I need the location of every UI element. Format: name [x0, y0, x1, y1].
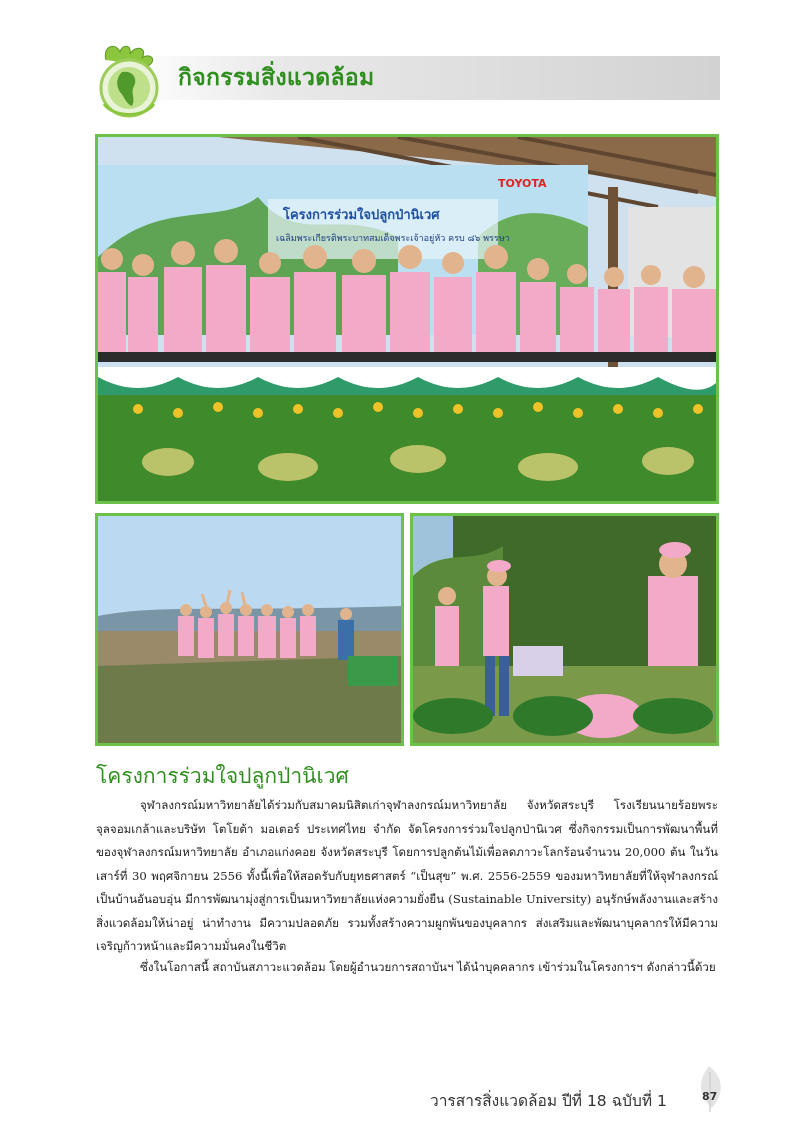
article-heading: โครงการร่วมใจปลูกป่านิเวศ	[96, 764, 349, 788]
ceremony-photo	[95, 134, 719, 504]
banner-line-2: เฉลิมพระเกียรติพระบาทสมเด็จพระเจ้าอยู่หัว ครบ ๘๖ พรรษา	[276, 234, 510, 244]
leaf-watermark-icon	[682, 1062, 736, 1114]
footer-journal-title: วารสารสิ่งแวดล้อม ปีที่ 18 ฉบับที่ 1	[430, 1092, 667, 1110]
group-planting-photo	[95, 513, 404, 746]
article-paragraph-1: จุฬาลงกรณ์มหาวิทยาลัยได้ร่วมกับสมาคมนิสิตเก่าจุฬาลงกรณ์มหาวิทยาลัย จังหวัดสระบุรี โรงเรียนนายร้อยพระจุลจอมเกล้าและบริษัท โตโยต้า มอเตอร์ ประเทศไทย จำกัด จัดโครงการร่วมใจปลูกป่านิเวศ ซึ่งกิจกรรมเป็นการพัฒนาพื้นที่ของจุฬาลงกรณ์มหาวิทยาลัย อำเภอแก่งคอย จังหวัดสระบุรี โดยการปลูกต้นไม้เพื่อลดภาวะโลกร้อนจำนวน 20,000 ต้น ในวันเสาร์ที่ 30 พฤศจิกายน 2556 ทั้งนี้เพื่อให้สอดรับกับยุทธศาสตร์ “เป็นสุข” พ.ศ. 2556-2559 ของมหาวิทยาลัยที่ให้จุฬาลงกรณ์เป็นบ้านอันอบอุ่น มีการพัฒนามุ่งสู่การเป็นมหาวิทยาลัยแห่งความยั่งยืน (Sustainable University) อนุรักษ์พลังงานและสร้างสิ่งแวดล้อมให้น่าอยู่ น่าทำงาน มีความปลอดภัย รวมทั้งสร้างความผูกพันของบุคลากร ส่งเสริมและพัฒนาบุคลากรให้มีความเจริญก้าวหน้าและมีความมั่นคงในชีวิต	[96, 798, 718, 953]
section-title: กิจกรรมสิ่งแวดล้อม	[178, 65, 375, 91]
tree-planting-photo	[410, 513, 719, 746]
page-number: 87	[702, 1090, 718, 1103]
banner-line-1: โครงการร่วมใจปลูกป่านิเวศ	[283, 208, 440, 223]
article-paragraph-2: ซึ่งในโอกาสนี้ สถาบันสภาวะแวดล้อม โดยผู้อำนวยการสถาบันฯ ได้นำบุคคลากร เข้าร่วมในโครงการฯ ดังกล่าวนี้ด้วย	[140, 960, 716, 974]
globe-leaf-logo-icon	[92, 38, 166, 122]
banner-brand-text: TOYOTA	[498, 177, 547, 190]
